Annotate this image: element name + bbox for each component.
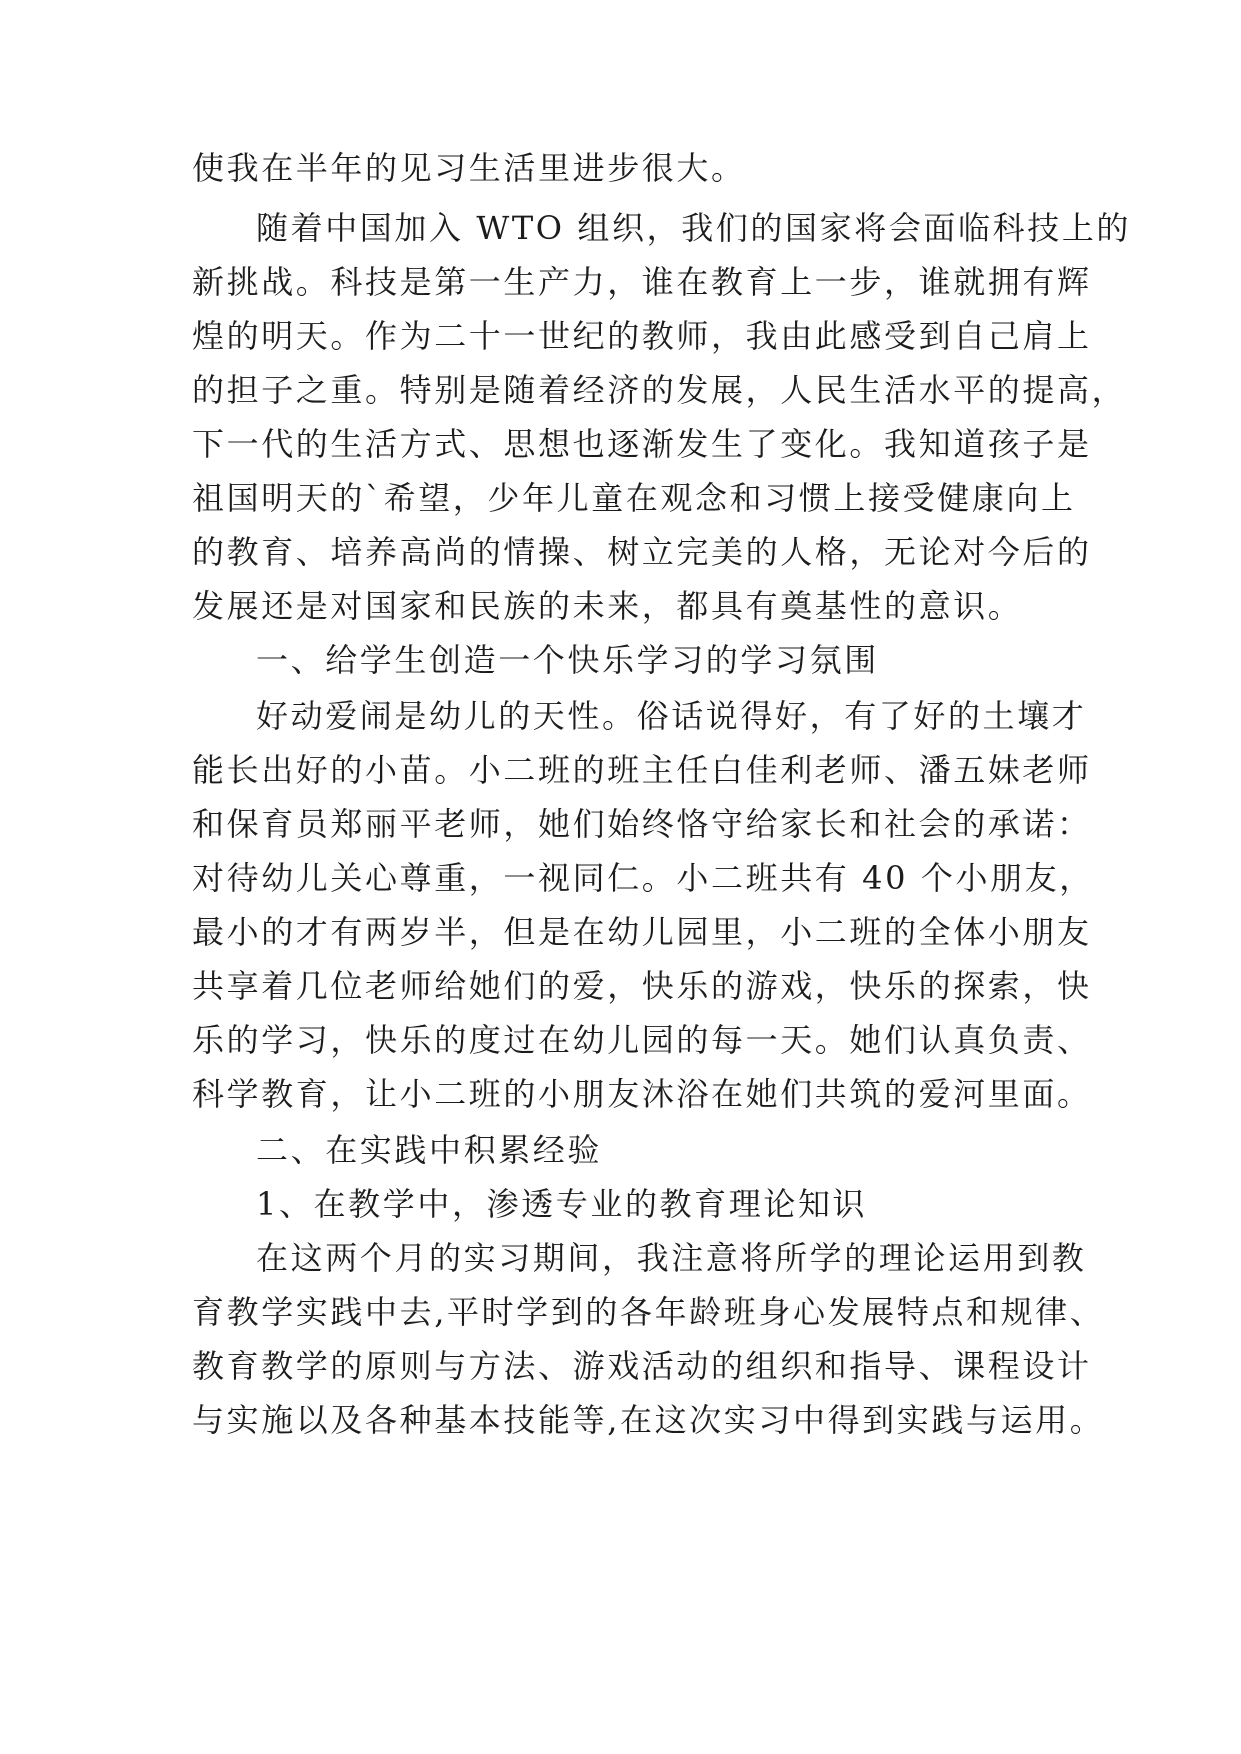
text-line-13: 和保育员郑丽平老师，她们始终恪守给家长和社会的承诺：: [192, 805, 1092, 843]
text-line-22: 育教学实践中去,平时学到的各年龄班身心发展特点和规律、: [192, 1293, 1105, 1331]
text-line-1: 使我在半年的见习生活里进步很大。: [192, 149, 746, 187]
text-line-6: 下一代的生活方式、思想也逐渐发生了变化。我知道孩子是: [192, 425, 1092, 463]
text-line-3: 新挑战。科技是第一生产力，谁在教育上一步，谁就拥有辉: [192, 263, 1092, 301]
section-heading-2: 二、在实践中积累经验: [256, 1131, 603, 1169]
text-line-7: 祖国明天的`希望，少年儿童在观念和习惯上接受健康向上: [192, 479, 1076, 517]
text-line-4: 煌的明天。作为二十一世纪的教师，我由此感受到自己肩上: [192, 317, 1092, 355]
section-heading-1: 一、给学生创造一个快乐学习的学习氛围: [256, 641, 879, 679]
subsection-heading-1: 1、在教学中，渗透专业的教育理论知识: [256, 1185, 868, 1223]
text-line-15: 最小的才有两岁半，但是在幼儿园里，小二班的全体小朋友: [192, 913, 1092, 951]
text-line-24: 与实施以及各种基本技能等,在这次实习中得到实践与运用。: [192, 1401, 1105, 1439]
text-line-5: 的担子之重。特别是随着经济的发展，人民生活水平的提高，: [192, 371, 1127, 409]
text-line-16: 共享着几位老师给她们的爱，快乐的游戏，快乐的探索，快: [192, 967, 1092, 1005]
paragraph-start-children: 好动爱闹是幼儿的天性。俗话说得好，有了好的土壤才: [256, 697, 1087, 735]
text-line-23: 教育教学的原则与方法、游戏活动的组织和指导、课程设计: [192, 1347, 1092, 1385]
text-line-18: 科学教育，让小二班的小朋友沐浴在她们共筑的爱河里面。: [192, 1075, 1092, 1113]
text-line-12: 能长出好的小苗。小二班的班主任白佳利老师、潘五妹老师: [192, 751, 1092, 789]
text-line-9: 发展还是对国家和民族的未来，都具有奠基性的意识。: [192, 587, 1023, 625]
text-line-17: 乐的学习，快乐的度过在幼儿园的每一天。她们认真负责、: [192, 1021, 1092, 1059]
text-line-14: 对待幼儿关心尊重，一视同仁。小二班共有 40 个小朋友，: [192, 859, 1094, 897]
paragraph-start-wto: 随着中国加入 WTO 组织，我们的国家将会面临科技上的: [256, 209, 1132, 247]
paragraph-start-internship: 在这两个月的实习期间，我注意将所学的理论运用到教: [256, 1239, 1087, 1277]
text-line-8: 的教育、培养高尚的情操、树立完美的人格，无论对今后的: [192, 533, 1092, 571]
